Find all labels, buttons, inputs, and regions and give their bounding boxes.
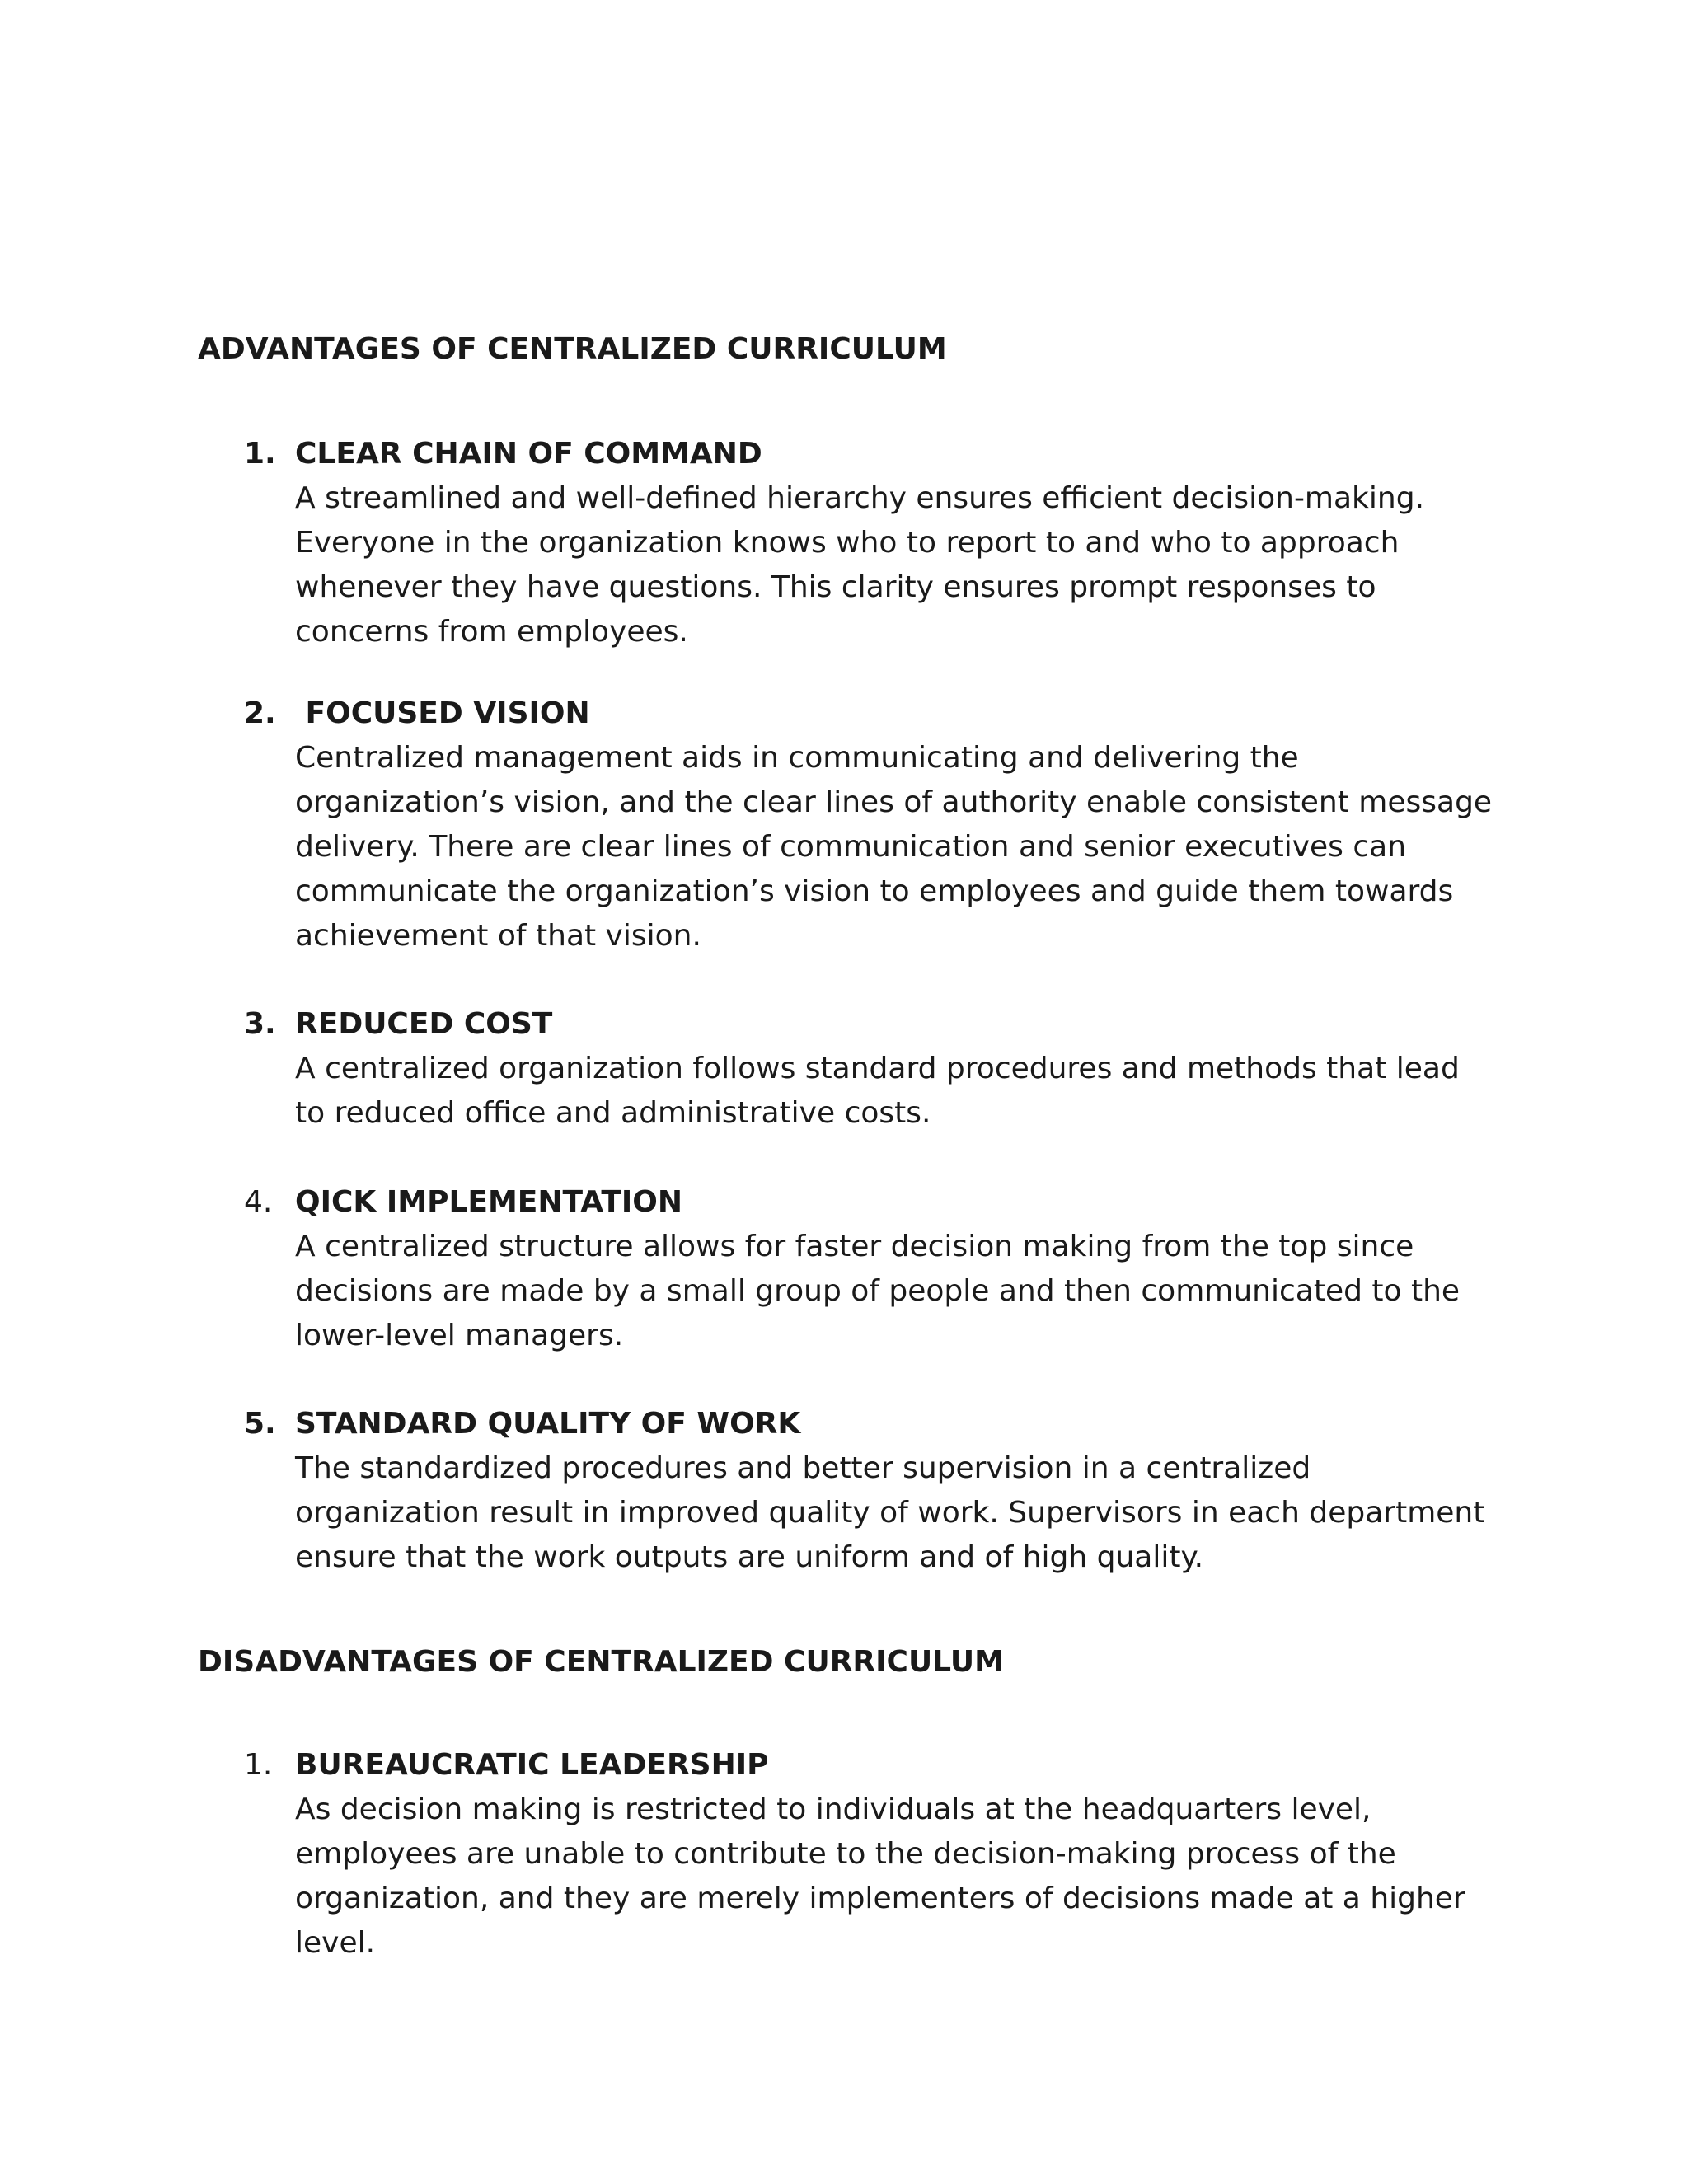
item-body: A centralized organization follows standard procedures and methods that lead to reduced office and administrative costs. (295, 1052, 1460, 1130)
advantage-item-3 (244, 1002, 1497, 1136)
disadvantage-item-1 (244, 1743, 1497, 1966)
advantages-heading: ADVANTAGES OF CENTRALIZED CURRICULUM (198, 332, 947, 366)
list-number: 5. (244, 1407, 276, 1441)
list-number: 1. (244, 1748, 273, 1782)
item-title: STANDARD QUALITY OF WORK (295, 1407, 801, 1441)
item-title: QICK IMPLEMENTATION (295, 1185, 683, 1219)
advantage-item-4 (244, 1180, 1497, 1358)
advantage-item-5 (244, 1402, 1497, 1580)
advantage-item-2 (244, 691, 1497, 958)
item-title: REDUCED COST (295, 1007, 553, 1041)
item-body: A centralized structure allows for faster decision making from the top since decisions are made by a small group of people and then communicated to the lower-level managers. (295, 1230, 1461, 1352)
item-body: A streamlined and well-defined hierarchy ensures efficient decision-making. Everyone in the organization knows who to report to and who to approach whenever they have questions. This clarity ensures prompt responses to concerns from employees. (295, 481, 1425, 649)
list-number: 3. (244, 1007, 276, 1041)
list-number: 2. (244, 696, 276, 730)
list-number: 4. (244, 1185, 273, 1219)
item-title: FOCUSED VISION (295, 696, 590, 730)
disadvantages-heading: DISADVANTAGES OF CENTRALIZED CURRICULUM (198, 1645, 1004, 1679)
item-title: CLEAR CHAIN OF COMMAND (295, 437, 762, 471)
advantage-item-1 (244, 432, 1497, 654)
item-body: Centralized management aids in communicating and delivering the organization’s vision, and the clear lines of authority enable consistent message delivery. There are clear lines of communication and senior executives can communicate the organization’s vision to employees and guide them towards achievement of that vision. (295, 741, 1493, 953)
item-body: The standardized procedures and better supervision in a centralized organization result in improved quality of work. Supervisors in each department ensure that the work outputs are uniform and of high quality. (295, 1451, 1485, 1574)
list-number: 1. (244, 437, 276, 471)
item-body: As decision making is restricted to individuals at the headquarters level, employees are unable to contribute to the decision-making process of the organization, and they are merely implementers of decisions made at a higher level. (295, 1793, 1465, 1960)
item-title: BUREAUCRATIC LEADERSHIP (295, 1748, 769, 1782)
